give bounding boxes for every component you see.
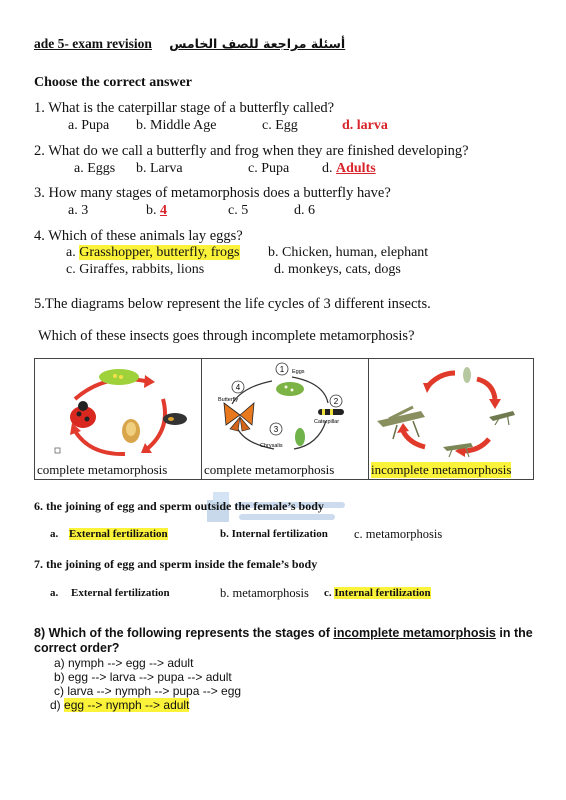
q6-option-c: c. metamorphosis	[354, 527, 443, 541]
q3-option-b-prefix: b.	[146, 203, 157, 218]
caterpillar-label: Caterpillar	[314, 419, 340, 425]
step-4-label: 4	[235, 383, 241, 392]
q4-option-b: b. Chicken, human, elephant	[268, 245, 429, 260]
section-heading: Choose the correct answer	[34, 75, 192, 90]
question-2: 2. What do we call a butterfly and frog when they are finished developing?	[34, 143, 469, 159]
butterfly-label: Butterfly	[218, 397, 239, 403]
q6-option-a	[50, 528, 168, 540]
caption-incomplete: incomplete metamorphosis	[371, 462, 512, 477]
ladybug-cycle-cell	[35, 359, 202, 480]
step-3-label: 3	[273, 425, 279, 434]
q2-option-d-answer: Adults	[336, 161, 376, 176]
q7-option-c-answer: Internal fertilization	[334, 587, 431, 599]
ladybug-life-cycle-diagram	[35, 359, 201, 463]
title-arabic: أسئلة مراجعة للصف الخامس	[169, 36, 346, 51]
q4-option-a-answer: Grasshopper, butterfly, frogs	[79, 245, 240, 260]
q2-option-b: b. Larva	[136, 161, 183, 176]
q3-option-d: d. 6	[294, 203, 315, 218]
question-4: 4. Which of these animals lay eggs?	[34, 228, 243, 244]
q7-option-a-label: External fertilization	[71, 587, 170, 599]
q7-option-a	[50, 587, 170, 599]
q7-option-c-prefix: c.	[324, 587, 332, 599]
q1-option-d-answer: d. larva	[342, 118, 388, 133]
step-2-label: 2	[333, 397, 339, 406]
q8-option-c: c) larva --> nymph --> pupa --> egg	[54, 684, 242, 698]
q7-option-a-prefix: a.	[50, 587, 59, 599]
question-5-sub: Which of these insects goes through incomplete metamorphosis?	[38, 328, 415, 344]
q8-option-b: b) egg --> larva --> pupa --> adult	[54, 670, 232, 684]
butterfly-cycle-cell	[202, 359, 369, 480]
q8-option-d	[50, 698, 189, 712]
q3-option-b	[146, 203, 167, 219]
exam-title	[34, 36, 345, 52]
q4-option-d: d. monkeys, cats, dogs	[274, 262, 401, 277]
q2-option-d-prefix: d.	[322, 161, 333, 176]
question-7: 7. the joining of egg and sperm inside the female’s body	[34, 557, 318, 571]
question-6: 6. the joining of egg and sperm outside the female’s body	[34, 499, 324, 513]
grasshopper-cycle-cell	[369, 359, 534, 480]
q4-option-a-prefix: a.	[66, 245, 76, 260]
q8-text-pre: 8) Which of the following represents the stages of	[34, 626, 334, 640]
q2-option-c: c. Pupa	[248, 161, 290, 176]
q2-option-a: a. Eggs	[74, 161, 116, 176]
q6-option-b: b. Internal fertilization	[220, 528, 328, 540]
q1-option-a: a. Pupa	[68, 118, 110, 133]
q7-option-b: b. metamorphosis	[220, 586, 309, 600]
q8-option-d-answer: egg --> nymph --> adult	[64, 698, 190, 712]
caption-complete-1: complete metamorphosis	[37, 462, 168, 477]
q4-option-c: c. Giraffes, rabbits, lions	[66, 262, 205, 277]
q8-option-d-prefix: d)	[50, 698, 61, 712]
q2-option-d	[322, 161, 376, 177]
q6-option-a-prefix: a.	[50, 528, 59, 540]
q3-option-c: c. 5	[228, 203, 249, 218]
chrysalis-label: Chrysalis	[260, 443, 283, 449]
q4-option-a	[66, 245, 240, 261]
life-cycle-table	[34, 358, 534, 480]
q1-option-c: c. Egg	[262, 118, 298, 133]
question-5: 5.The diagrams below represent the life cycles of 3 different insects.	[34, 296, 431, 312]
q8-option-a: a) nymph --> egg --> adult	[54, 656, 194, 670]
question-1: 1. What is the caterpillar stage of a butterfly called?	[34, 100, 335, 116]
q1-option-b: b. Middle Age	[136, 118, 217, 133]
step-1-label: 1	[279, 365, 285, 374]
caption-complete-2: complete metamorphosis	[204, 462, 335, 477]
eggs-label: Eggs	[292, 369, 305, 375]
title-english: ade 5- exam revision	[34, 36, 152, 51]
q8-text-post: in the	[495, 626, 533, 640]
question-8	[34, 626, 533, 640]
q3-option-b-answer: 4	[160, 203, 167, 218]
question-8-line2: correct order?	[34, 641, 120, 655]
q7-option-c	[324, 587, 431, 599]
q6-option-a-answer: External fertilization	[69, 528, 168, 540]
question-3: 3. How many stages of metamorphosis does a butterfly have?	[34, 185, 391, 201]
q8-text-underlined: incomplete metamorphosis	[333, 626, 496, 640]
grasshopper-life-cycle-diagram	[369, 359, 533, 463]
q3-option-a: a. 3	[68, 203, 89, 218]
butterfly-life-cycle-diagram	[202, 359, 368, 463]
